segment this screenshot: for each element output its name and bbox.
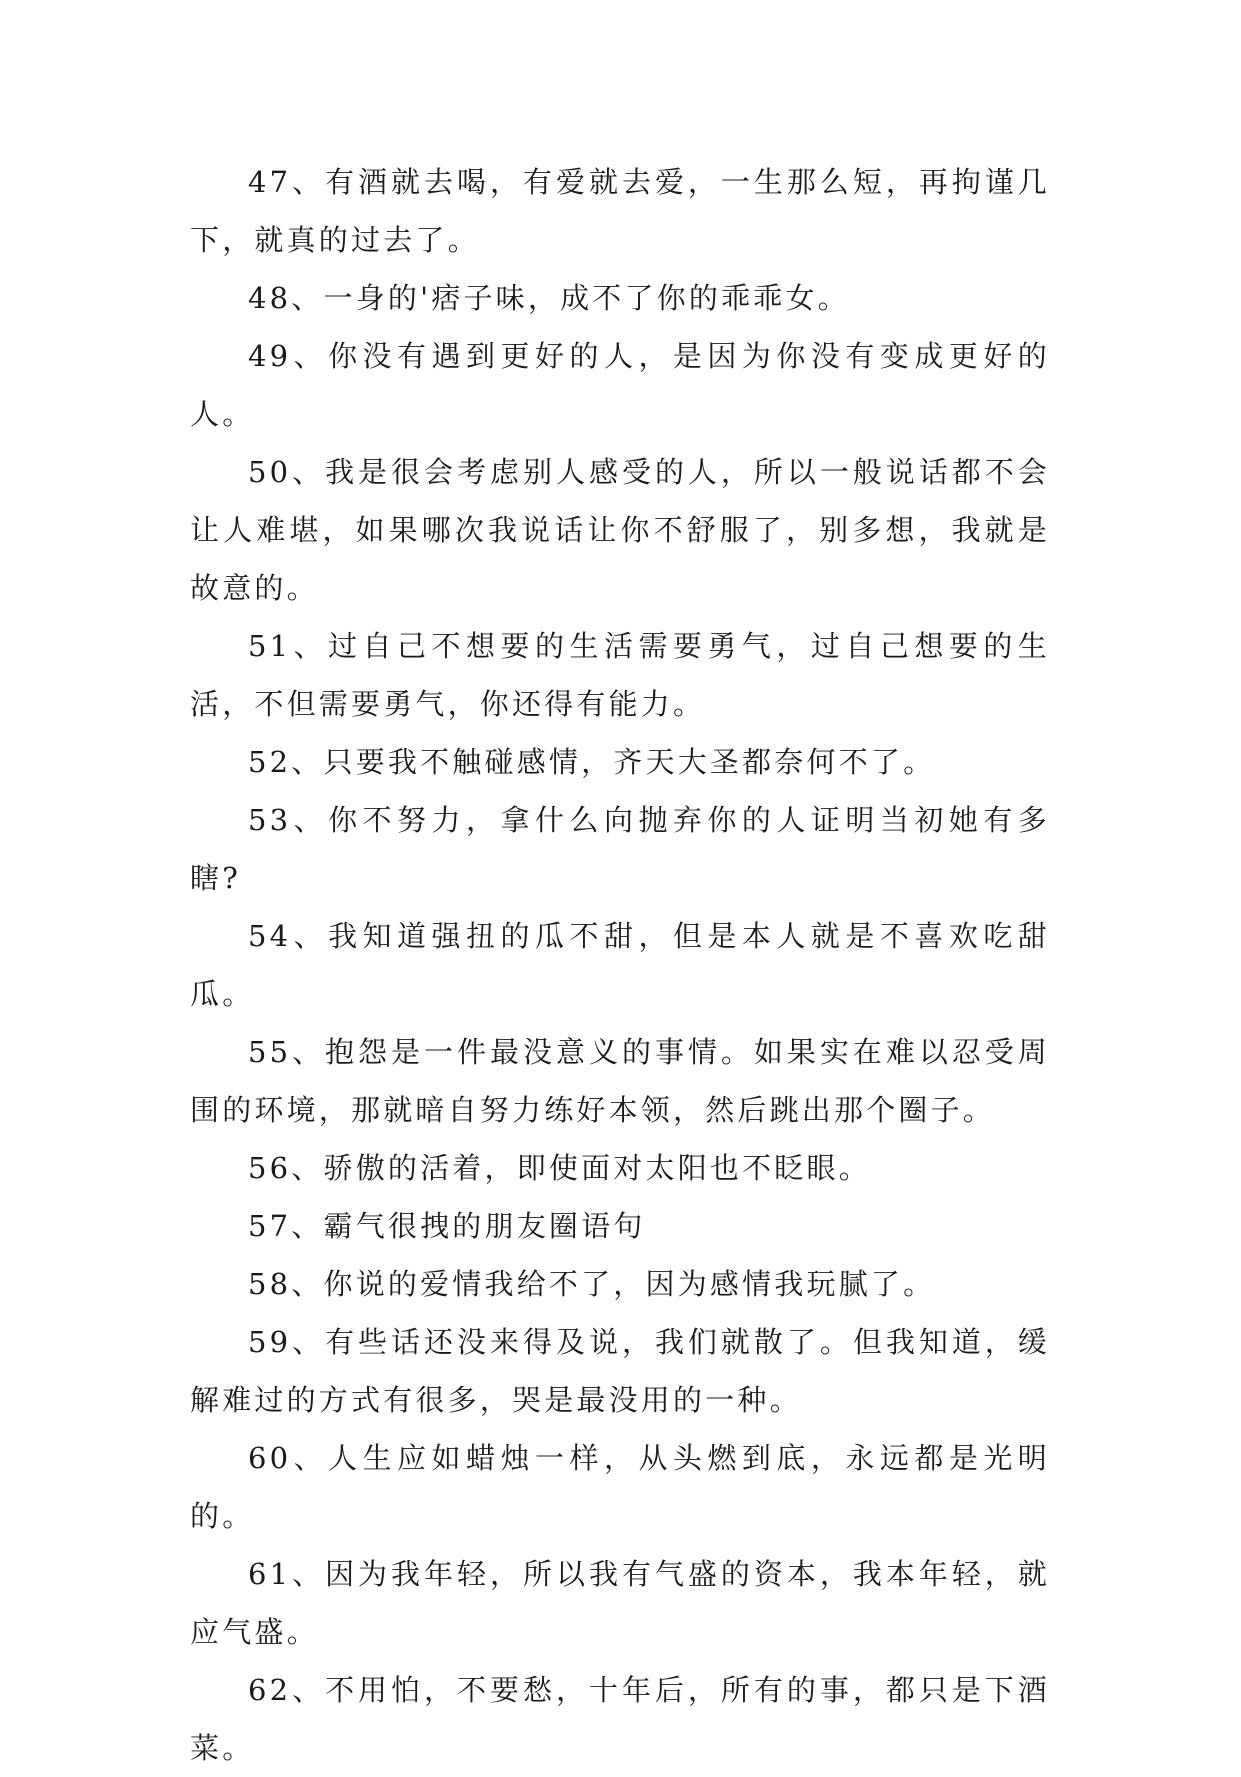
paragraph-52: 52、只要我不触碰感情，齐天大圣都奈何不了。 [248, 745, 936, 779]
paragraph-54: 54、我知道强扭的瓜不甜，但是本人就是不喜欢吃甜瓜。 [190, 919, 1050, 1011]
paragraph-55: 55、抱怨是一件最没意义的事情。如果实在难以忍受周围的环境，那就暗自努力练好本领，然后跳出那个圈子。 [190, 1035, 1050, 1127]
paragraph-61: 61、因为我年轻，所以我有气盛的资本，我本年轻，就应气盛。 [190, 1557, 1050, 1649]
paragraph-50: 50、我是很会考虑别人感受的人，所以一般说话都不会让人难堪，如果哪次我说话让你不舒服了，别多想，我就是故意的。 [190, 455, 1050, 605]
paragraph-51: 51、过自己不想要的生活需要勇气，过自己想要的生活，不但需要勇气，你还得有能力。 [190, 629, 1050, 721]
document-body [190, 153, 1050, 1777]
paragraph-53: 53、你不努力，拿什么向抛弃你的人证明当初她有多瞎? [190, 803, 1050, 895]
paragraph-58: 58、你说的爱情我给不了，因为感情我玩腻了。 [248, 1267, 936, 1301]
paragraph-56: 56、骄傲的活着，即使面对太阳也不眨眼。 [248, 1151, 871, 1185]
paragraph-48: 48、一身的'痞子味，成不了你的乖乖女。 [248, 281, 850, 315]
paragraph-57: 57、霸气很拽的朋友圈语句 [248, 1209, 646, 1243]
paragraph-60: 60、人生应如蜡烛一样，从头燃到底，永远都是光明的。 [190, 1441, 1050, 1533]
paragraph-49: 49、你没有遇到更好的人，是因为你没有变成更好的人。 [190, 339, 1050, 431]
paragraph-59: 59、有些话还没来得及说，我们就散了。但我知道，缓解难过的方式有很多，哭是最没用的一种。 [190, 1325, 1050, 1417]
paragraph-62: 62、不用怕，不要愁，十年后，所有的事，都只是下酒菜。 [190, 1673, 1050, 1765]
paragraph-47: 47、有酒就去喝，有爱就去爱，一生那么短，再拘谨几下，就真的过去了。 [190, 165, 1050, 257]
